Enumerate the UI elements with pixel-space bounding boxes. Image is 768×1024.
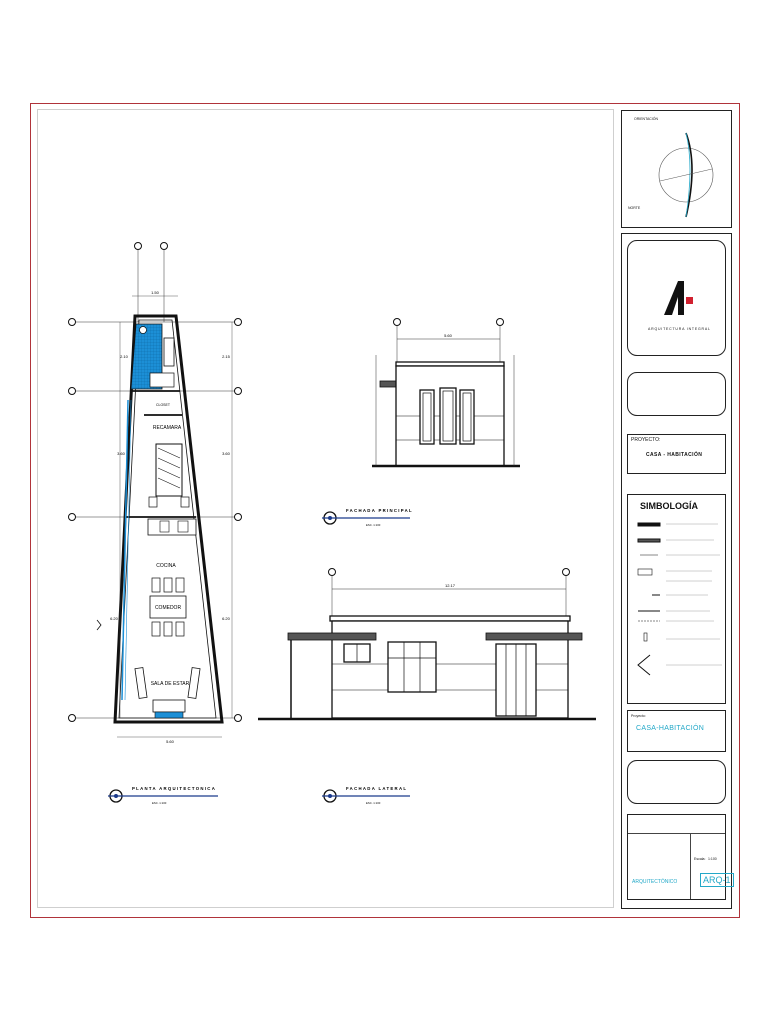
dim-side-width: 12.17 [444, 583, 456, 588]
symbology-heading: SIMBOLOGÍA [640, 501, 698, 511]
room-living: SALA DE ESTAR [150, 681, 190, 687]
symbology-box [627, 494, 726, 704]
project-heading: PROYECTO: [631, 437, 661, 443]
side-scale-note: ESC. 1:100 [366, 801, 381, 805]
firm-name: ARQUITECTURA INTEGRAL [648, 327, 711, 331]
dim-right-1: 2.15 [222, 354, 230, 359]
symbology-legend [628, 519, 728, 689]
north-label: NORTE [628, 206, 641, 210]
floor-plan [69, 243, 242, 745]
plano-box [627, 710, 726, 752]
room-closet: CLOSET [155, 403, 171, 407]
scale-label: Escala: [694, 857, 706, 861]
room-kitchen: COCINA [156, 563, 176, 569]
sheet-type: ARQUITECTÓNICO [632, 879, 678, 885]
side-facade-title: FACHADA LATERAL [346, 786, 408, 791]
dim-top-width: 1.50 [151, 290, 159, 295]
firm-logo-icon [660, 277, 700, 317]
room-bedroom: RECAMARA [152, 425, 182, 431]
dim-right-2: 3.60 [222, 451, 230, 456]
blank-card-2 [627, 760, 726, 804]
logo-card [627, 240, 726, 356]
front-facade-title: FACHADA PRINCIPAL [346, 508, 413, 513]
dim-left-1: 2.10 [120, 354, 128, 359]
plano-heading: Proyecto: [631, 714, 646, 718]
orientation-label: ORIENTACIÓN [634, 117, 659, 121]
info-box [627, 814, 731, 900]
dim-front-width: 5.60 [444, 333, 452, 338]
dim-bottom-width: 5.60 [166, 739, 174, 744]
plano-name: CASA-HABITACIÓN [636, 725, 705, 732]
scale-value: 1:100 [708, 857, 717, 861]
dim-left-2: 3.60 [117, 451, 125, 456]
dim-left-3: 6.20 [110, 616, 118, 621]
orientation-box [621, 110, 732, 228]
compass-icon [656, 125, 716, 225]
sheet-code: ARQ-1 [700, 873, 734, 887]
project-name: CASA - HABITACIÓN [646, 452, 703, 458]
plan-scale-note: ESC. 1:100 [152, 801, 167, 805]
floor-plan-title: PLANTA ARQUITECTONICA [132, 786, 217, 791]
front-facade [372, 319, 520, 467]
project-box [627, 434, 726, 474]
room-dining: COMEDOR [154, 605, 182, 611]
blank-card-1 [627, 372, 726, 416]
dim-right-3: 6.20 [222, 616, 230, 621]
side-facade [258, 569, 596, 720]
main-titleblock [621, 233, 732, 909]
front-scale-note: ESC. 1:100 [366, 523, 381, 527]
